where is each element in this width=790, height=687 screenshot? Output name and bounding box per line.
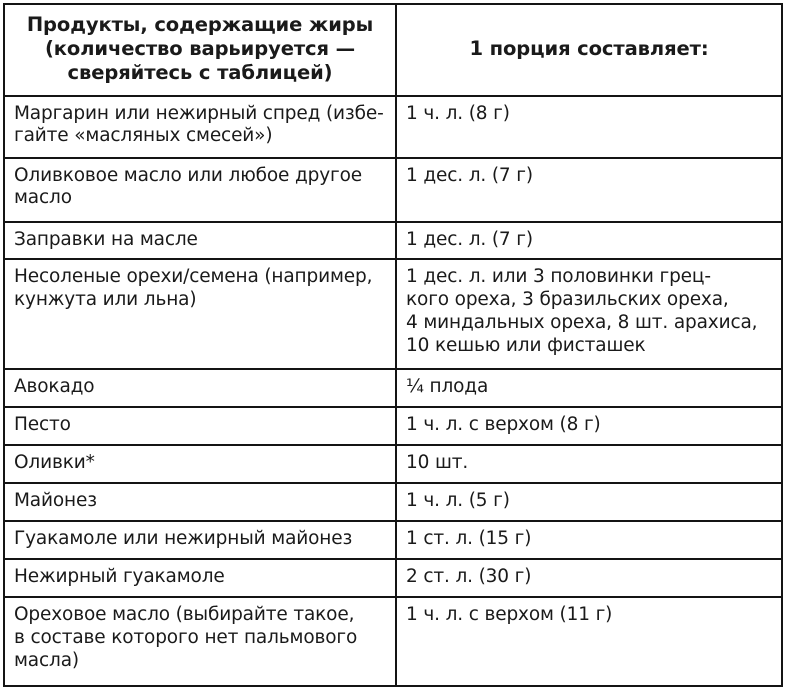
- cell-serving-olives: [396, 445, 782, 483]
- fats-portion-table: [3, 3, 783, 687]
- table-row: [4, 597, 782, 686]
- cell-food-pesto: [4, 407, 396, 445]
- cell-serving-nut-butter: [396, 597, 782, 686]
- cell-serving-mayonnaise-line-1: 1 ч. л. (5 г): [406, 490, 510, 512]
- cell-serving-pesto-line-1: 1 ч. л. с верхом (8 г): [406, 414, 601, 436]
- cell-serving-nuts-line-2: кого ореха, 3 бразильских ореха,: [406, 289, 729, 311]
- table-row: [4, 96, 782, 158]
- column-header-foods: [4, 4, 396, 96]
- cell-serving-olive-oil-line-1: 1 дес. л. (7 г): [406, 164, 533, 186]
- table-header: [4, 4, 782, 96]
- table-row: [4, 445, 782, 483]
- cell-food-margarine-line-1: Маргарин или нежирный спред (избе-: [14, 102, 384, 124]
- cell-serving-nuts-line-3: 4 миндальных ореха, 8 шт. арахиса,: [406, 312, 758, 334]
- cell-serving-olive-oil: [396, 158, 782, 222]
- cell-food-olive-oil-line-1: Оливковое масло или любое другое: [14, 164, 363, 186]
- cell-serving-nuts: [396, 259, 782, 369]
- cell-food-dressing: [4, 222, 396, 260]
- table-row: [4, 158, 782, 222]
- cell-food-margarine-line-2: гайте «масляных смесей»): [14, 125, 273, 147]
- cell-serving-margarine-line-1: 1 ч. л. (8 г): [406, 102, 510, 124]
- table-row: [4, 559, 782, 597]
- cell-food-mayonnaise-line-1: Майонез: [14, 490, 97, 512]
- cell-food-olives: [4, 445, 396, 483]
- cell-food-margarine: [4, 96, 396, 158]
- cell-food-olive-oil: [4, 158, 396, 222]
- table-body: [4, 96, 782, 687]
- cell-serving-pesto: [396, 407, 782, 445]
- cell-serving-nuts-line-1: 1 дес. л. или 3 половинки грец-: [406, 266, 711, 288]
- cell-food-olives-line-1: Оливки*: [14, 452, 95, 474]
- table-row: [4, 407, 782, 445]
- table-row: [4, 483, 782, 521]
- cell-food-low-fat-guacamole: [4, 559, 396, 597]
- cell-serving-mayonnaise: [396, 483, 782, 521]
- cell-food-guacamole-line-1: Гуакамоле или нежирный майонез: [14, 528, 353, 550]
- cell-serving-olives-line-1: 10 шт.: [406, 452, 469, 474]
- cell-food-nut-butter: [4, 597, 396, 686]
- column-header-serving: 1 порция составляет:: [396, 4, 782, 96]
- cell-serving-guacamole-line-1: 1 ст. л. (15 г): [406, 528, 532, 550]
- table-header-row: [4, 4, 782, 96]
- cell-food-mayonnaise: [4, 483, 396, 521]
- cell-food-dressing-line-1: Заправки на масле: [14, 228, 198, 250]
- cell-serving-avocado: [396, 369, 782, 407]
- table-row: [4, 521, 782, 559]
- cell-food-avocado-line-1: Авокадо: [14, 376, 95, 398]
- cell-food-nuts-line-1: Несоленые орехи/семена (например,: [14, 266, 373, 288]
- cell-food-avocado: [4, 369, 396, 407]
- cell-food-nut-butter-line-2: в составе которого нет пальмового: [14, 627, 358, 649]
- cell-serving-avocado-line-1: ¼ плода: [406, 376, 489, 398]
- cell-food-guacamole: [4, 521, 396, 559]
- table-row: [4, 259, 782, 369]
- cell-serving-nut-butter-line-1: 1 ч. л. с верхом (11 г): [406, 604, 613, 626]
- cell-serving-dressing: [396, 222, 782, 260]
- cell-food-nut-butter-line-3: масла): [14, 649, 79, 671]
- column-header-foods-line-1: Продукты, содержащие жиры: [26, 13, 374, 36]
- cell-serving-dressing-line-1: 1 дес. л. (7 г): [406, 228, 533, 250]
- cell-serving-margarine: [396, 96, 782, 158]
- cell-food-nuts-line-2: кунжута или льна): [14, 289, 197, 311]
- cell-serving-guacamole: [396, 521, 782, 559]
- table-row: [4, 222, 782, 260]
- cell-serving-low-fat-guacamole-line-1: 2 ст. л. (30 г): [406, 566, 532, 588]
- cell-food-nut-butter-line-1: Ореховое масло (выбирайте такое,: [14, 604, 355, 626]
- cell-food-pesto-line-1: Песто: [14, 414, 71, 436]
- column-header-foods-line-2: (количество варьируется —: [44, 37, 355, 61]
- table-row: [4, 369, 782, 407]
- cell-serving-low-fat-guacamole: [396, 559, 782, 597]
- cell-serving-nuts-line-4: 10 кешью или фисташек: [406, 335, 646, 357]
- cell-food-low-fat-guacamole-line-1: Нежирный гуакамоле: [14, 566, 225, 588]
- cell-food-olive-oil-line-2: масло: [14, 187, 72, 209]
- column-header-foods-line-3: сверяйтесь с таблицей): [67, 61, 333, 85]
- cell-food-nuts: [4, 259, 396, 369]
